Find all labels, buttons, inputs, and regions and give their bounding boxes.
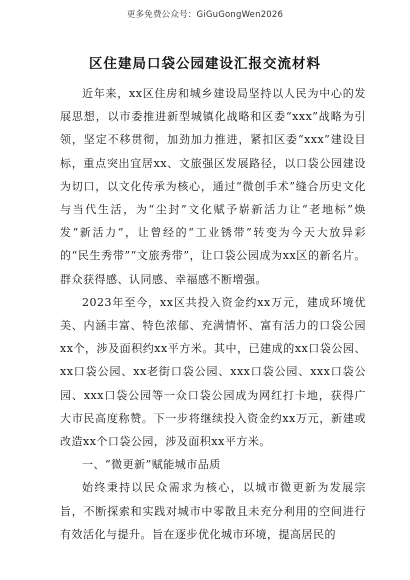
document-title: 区住建局口袋公园建设汇报交流材料 xyxy=(89,56,321,72)
body-paragraph: 2023年至今，xx区共投入资金约xx万元，建成环境优美、内涵丰富、特色浓郁、充满情怀、富有活力的口袋公园xx个，涉及面积约xx平方米。其中，已建成的xx口袋公园、xx口袋公园、xx老街口袋公园、xxx口袋公园、xxx口袋公园、xxx口袋公园等一众口袋公园成为网红打卡地，获得广大市民高度称赞。下一步将继续投入资金约xx万元，新建或改造xx个口袋公园，涉及面积xx平方米。 xyxy=(60,295,366,449)
body-paragraph: 近年来，xx区住房和城乡建设局坚持以人民为中心的发展思想，以市委推进新型城镇化战略和区委“xxx”战略为引领，坚定不移贯彻，加劲加力推进，紧扣区委“xxx”建设目标，重点突出宜居xx、文旅强区发展路径，以口袋公园建设为切口，以文化传承为核心，通过“微创手术”缝合历史文化与当代生活，为“尘封”文化赋予崭新活力让“老地标”焕发“新活力”，让曾经的“工业锈带”转变为今天大放异彩的“民生秀带”“文旅秀带”，让口袋公园成为xx区的新名片。群众获得感、认同感、幸福感不断增强。 xyxy=(60,87,366,286)
document-body xyxy=(60,82,366,546)
body-paragraph: 始终秉持以民众需求为核心，以城市微更新为发展宗旨，不断探索和实践对城市中零散且未充分利用的空间进行有效活化与提升。旨在逐步优化城市环境，提高居民的 xyxy=(60,481,366,541)
header-note: 更多免费公众号：GiGuGongWen2026 xyxy=(126,10,284,20)
section-heading: 一、“微更新”赋能城市品质 xyxy=(82,458,221,472)
